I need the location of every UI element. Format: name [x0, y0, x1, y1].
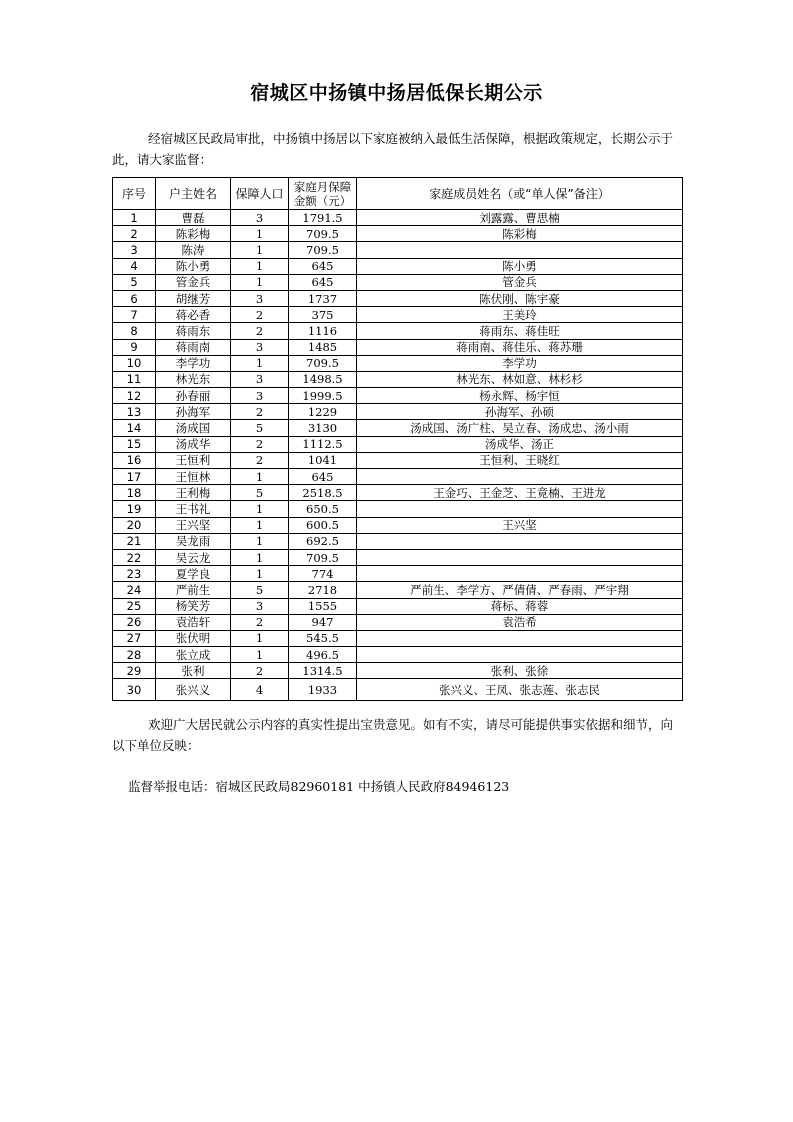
cell-amount: 1314.5: [289, 663, 357, 679]
cell-count: 5: [231, 582, 289, 598]
cell-members: 李学功: [357, 355, 683, 371]
cell-no: 5: [113, 274, 156, 290]
cell-head-name: 蒋雨南: [156, 339, 231, 355]
table-row: [113, 501, 683, 517]
cell-no: 24: [113, 582, 156, 598]
cell-no: 15: [113, 436, 156, 452]
cell-members: 严前生、李学方、严倩倩、严春雨、严宇翔: [357, 582, 683, 598]
cell-no: 20: [113, 517, 156, 533]
cell-head-name: 蒋必香: [156, 307, 231, 323]
cell-members: 管金兵: [357, 274, 683, 290]
cell-amount: 3130: [289, 420, 357, 436]
contact-line: 监督举报电话：宿城区民政局82960181 中扬镇人民政府84946123: [128, 779, 510, 794]
cell-no: 23: [113, 566, 156, 582]
cell-amount: 496.5: [289, 647, 357, 663]
cell-count: 2: [231, 436, 289, 452]
cell-amount: 709.5: [289, 226, 357, 242]
cell-amount: 774: [289, 566, 357, 582]
table-header-row: [113, 178, 683, 210]
table-row: [113, 485, 683, 501]
cell-members: 孙海军、孙硕: [357, 404, 683, 420]
cell-count: 1: [231, 258, 289, 274]
cell-amount: 1498.5: [289, 371, 357, 387]
cell-no: 2: [113, 226, 156, 242]
cell-amount: 1041: [289, 452, 357, 468]
cell-count: 1: [231, 647, 289, 663]
cell-no: 10: [113, 355, 156, 371]
cell-members: 蒋标、蒋蓉: [357, 598, 683, 614]
table-row: [113, 371, 683, 387]
cell-members: 陈伏刚、陈宇豪: [357, 290, 683, 306]
cell-head-name: 王书礼: [156, 501, 231, 517]
cell-members: [357, 566, 683, 582]
cell-no: 22: [113, 549, 156, 565]
cell-amount: 709.5: [289, 242, 357, 258]
cell-head-name: 曹磊: [156, 210, 231, 226]
cell-no: 1: [113, 210, 156, 226]
cell-amount: 645: [289, 258, 357, 274]
cell-count: 2: [231, 452, 289, 468]
cell-amount: 545.5: [289, 630, 357, 646]
header-head-name: 户主姓名: [156, 178, 231, 210]
cell-no: 17: [113, 469, 156, 485]
table-row: [113, 679, 683, 701]
cell-no: 7: [113, 307, 156, 323]
cell-members: 蒋雨南、蒋佳乐、蒋苏珊: [357, 339, 683, 355]
table-row: [113, 258, 683, 274]
cell-count: 2: [231, 663, 289, 679]
cell-count: 1: [231, 566, 289, 582]
cell-no: 21: [113, 533, 156, 549]
table-row: [113, 663, 683, 679]
header-amount: 家庭月保障金额（元）: [289, 178, 357, 210]
cell-head-name: 林光东: [156, 371, 231, 387]
cell-amount: 1999.5: [289, 388, 357, 404]
table-row: [113, 242, 683, 258]
table-row: [113, 452, 683, 468]
cell-count: 3: [231, 388, 289, 404]
table-row: [113, 517, 683, 533]
cell-amount: 709.5: [289, 549, 357, 565]
cell-no: 14: [113, 420, 156, 436]
cell-head-name: 张兴义: [156, 679, 231, 701]
table-row: [113, 614, 683, 630]
cell-members: 王金巧、王金芝、王竟楠、王进龙: [357, 485, 683, 501]
cell-head-name: 胡继芳: [156, 290, 231, 306]
cell-no: 25: [113, 598, 156, 614]
cell-amount: 1229: [289, 404, 357, 420]
cell-amount: 1116: [289, 323, 357, 339]
table-row: [113, 290, 683, 306]
cell-members: 王恒利、王晓红: [357, 452, 683, 468]
page-title: 宿城区中扬镇中扬居低保长期公示: [250, 82, 543, 104]
cell-head-name: 张利: [156, 663, 231, 679]
cell-count: 2: [231, 323, 289, 339]
table-row: [113, 549, 683, 565]
cell-count: 3: [231, 210, 289, 226]
cell-head-name: 孙海军: [156, 404, 231, 420]
cell-count: 2: [231, 404, 289, 420]
cell-no: 29: [113, 663, 156, 679]
cell-count: 5: [231, 420, 289, 436]
cell-amount: 709.5: [289, 355, 357, 371]
cell-amount: 1737: [289, 290, 357, 306]
cell-amount: 2718: [289, 582, 357, 598]
cell-count: 1: [231, 355, 289, 371]
outro-paragraph: 欢迎广大居民就公示内容的真实性提出宝贵意见。如有不实，请尽可能提供事实依据和细节，向以下单位反映：: [112, 717, 674, 753]
table-row: [113, 404, 683, 420]
cell-no: 26: [113, 614, 156, 630]
cell-members: 汤成国、汤广柱、吴立春、汤成忠、汤小雨: [357, 420, 683, 436]
cell-head-name: 蒋雨东: [156, 323, 231, 339]
cell-members: 陈小勇: [357, 258, 683, 274]
cell-amount: 692.5: [289, 533, 357, 549]
cell-head-name: 袁浩轩: [156, 614, 231, 630]
cell-head-name: 汤成华: [156, 436, 231, 452]
table-row: [113, 210, 683, 226]
cell-head-name: 陈小勇: [156, 258, 231, 274]
cell-head-name: 张伏明: [156, 630, 231, 646]
cell-members: [357, 501, 683, 517]
cell-no: 28: [113, 647, 156, 663]
cell-members: 王兴坚: [357, 517, 683, 533]
table-row: [113, 630, 683, 646]
table-row: [113, 469, 683, 485]
cell-head-name: 汤成国: [156, 420, 231, 436]
table-row: [113, 582, 683, 598]
cell-head-name: 王恒利: [156, 452, 231, 468]
cell-no: 27: [113, 630, 156, 646]
table-row: [113, 274, 683, 290]
table-row: [113, 436, 683, 452]
cell-head-name: 吴龙雨: [156, 533, 231, 549]
intro-paragraph: 经宿城区民政局审批，中扬镇中扬居以下家庭被纳入最低生活保障，根据政策规定，长期公示于此，请大家监督：: [112, 131, 674, 167]
table-row: [113, 533, 683, 549]
cell-amount: 947: [289, 614, 357, 630]
cell-count: 1: [231, 469, 289, 485]
cell-members: 林光东、林如意、林杉杉: [357, 371, 683, 387]
table-row: [113, 647, 683, 663]
cell-no: 3: [113, 242, 156, 258]
cell-no: 4: [113, 258, 156, 274]
cell-no: 12: [113, 388, 156, 404]
cell-no: 6: [113, 290, 156, 306]
cell-count: 3: [231, 339, 289, 355]
cell-amount: 1112.5: [289, 436, 357, 452]
cell-amount: 645: [289, 274, 357, 290]
cell-count: 2: [231, 307, 289, 323]
cell-no: 18: [113, 485, 156, 501]
cell-head-name: 张立成: [156, 647, 231, 663]
cell-members: [357, 647, 683, 663]
cell-head-name: 管金兵: [156, 274, 231, 290]
cell-no: 16: [113, 452, 156, 468]
cell-members: [357, 533, 683, 549]
cell-count: 1: [231, 242, 289, 258]
cell-members: 王美玲: [357, 307, 683, 323]
header-members: 家庭成员姓名（或“单人保”备注）: [357, 178, 683, 210]
cell-count: 3: [231, 290, 289, 306]
cell-members: 刘露露、曹思楠: [357, 210, 683, 226]
cell-count: 3: [231, 598, 289, 614]
table-body: [113, 210, 683, 701]
subsidy-table: [112, 177, 683, 701]
cell-head-name: 王兴坚: [156, 517, 231, 533]
cell-count: 1: [231, 274, 289, 290]
cell-members: 陈彩梅: [357, 226, 683, 242]
cell-members: 蒋雨东、蒋佳旺: [357, 323, 683, 339]
cell-amount: 1791.5: [289, 210, 357, 226]
cell-no: 19: [113, 501, 156, 517]
cell-members: 汤成华、汤正: [357, 436, 683, 452]
table-row: [113, 307, 683, 323]
cell-members: [357, 242, 683, 258]
cell-count: 1: [231, 517, 289, 533]
cell-amount: 375: [289, 307, 357, 323]
cell-no: 8: [113, 323, 156, 339]
table-row: [113, 339, 683, 355]
cell-members: [357, 469, 683, 485]
cell-count: 1: [231, 533, 289, 549]
cell-head-name: 吴云龙: [156, 549, 231, 565]
cell-count: 1: [231, 630, 289, 646]
cell-head-name: 陈彩梅: [156, 226, 231, 242]
cell-amount: 600.5: [289, 517, 357, 533]
cell-members: 杨永辉、杨宇恒: [357, 388, 683, 404]
cell-amount: 1555: [289, 598, 357, 614]
cell-head-name: 王恒林: [156, 469, 231, 485]
header-count: 保障人口: [231, 178, 289, 210]
cell-count: 3: [231, 371, 289, 387]
cell-count: 2: [231, 614, 289, 630]
cell-members: 张兴义、王凤、张志莲、张志民: [357, 679, 683, 701]
table-row: [113, 420, 683, 436]
cell-members: 张利、张徐: [357, 663, 683, 679]
table-row: [113, 598, 683, 614]
cell-amount: 1485: [289, 339, 357, 355]
cell-no: 13: [113, 404, 156, 420]
cell-no: 30: [113, 679, 156, 701]
table-row: [113, 323, 683, 339]
table-row: [113, 226, 683, 242]
cell-head-name: 孙春丽: [156, 388, 231, 404]
cell-members: [357, 549, 683, 565]
cell-count: 1: [231, 549, 289, 565]
table-row: [113, 566, 683, 582]
cell-amount: 1933: [289, 679, 357, 701]
cell-count: 4: [231, 679, 289, 701]
cell-members: [357, 630, 683, 646]
cell-head-name: 陈涛: [156, 242, 231, 258]
cell-members: 袁浩希: [357, 614, 683, 630]
cell-head-name: 李学功: [156, 355, 231, 371]
cell-count: 1: [231, 226, 289, 242]
cell-count: 5: [231, 485, 289, 501]
table-row: [113, 355, 683, 371]
cell-no: 11: [113, 371, 156, 387]
cell-amount: 2518.5: [289, 485, 357, 501]
cell-head-name: 王利梅: [156, 485, 231, 501]
table-row: [113, 388, 683, 404]
cell-amount: 645: [289, 469, 357, 485]
cell-head-name: 严前生: [156, 582, 231, 598]
cell-amount: 650.5: [289, 501, 357, 517]
header-no: 序号: [113, 178, 156, 210]
cell-head-name: 夏学良: [156, 566, 231, 582]
cell-head-name: 杨笑芳: [156, 598, 231, 614]
cell-no: 9: [113, 339, 156, 355]
cell-count: 1: [231, 501, 289, 517]
